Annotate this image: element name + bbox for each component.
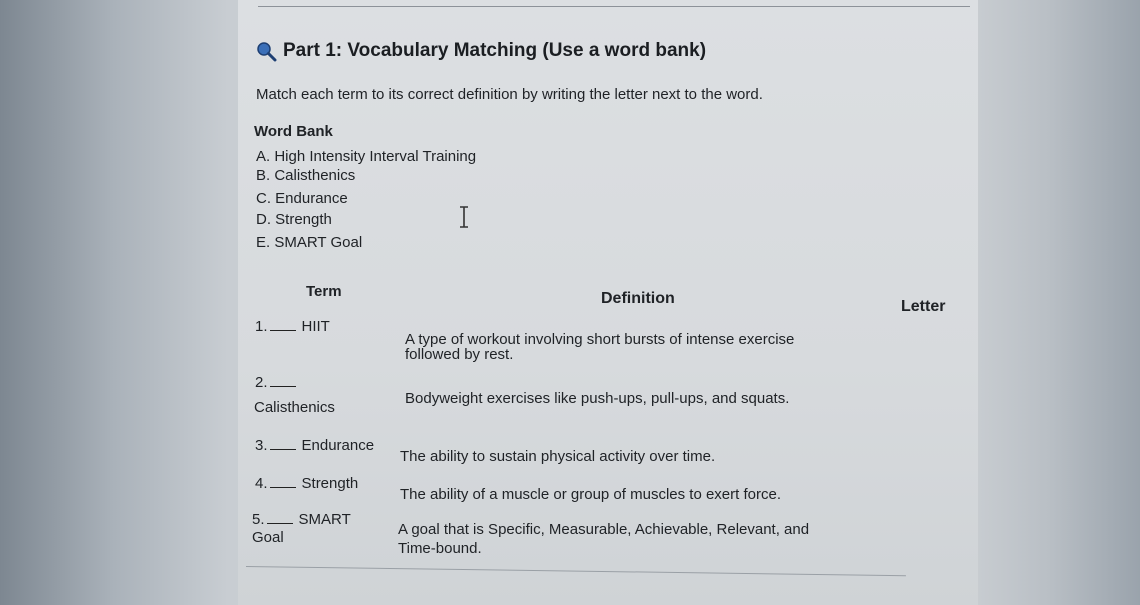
row-number: 2. [255, 374, 268, 391]
answer-blank[interactable] [270, 439, 296, 450]
column-header-definition: Definition [601, 290, 675, 307]
row-3-term [255, 437, 374, 454]
instructions: Match each term to its correct definition by writing the letter next to the word. [256, 86, 763, 103]
magnifier-icon [255, 40, 277, 62]
row-4-definition: The ability of a muscle or group of muscles to exert force. [400, 486, 781, 503]
text-cursor-icon [458, 205, 470, 229]
answer-blank[interactable] [270, 477, 296, 488]
term-text: Strength [301, 475, 359, 492]
row-5-definition-line-1: A goal that is Specific, Measurable, Achievable, Relevant, and [398, 521, 810, 538]
answer-blank[interactable] [267, 513, 293, 524]
row-3-definition: The ability to sustain physical activity over time. [400, 448, 716, 465]
word-bank-item: E. SMART Goal [256, 234, 363, 251]
row-1-term [255, 318, 330, 335]
word-bank-item: B. Calisthenics [256, 167, 356, 184]
section-heading [255, 40, 706, 62]
row-number: 1. [255, 318, 268, 335]
word-bank-item: D. Strength [256, 211, 332, 228]
word-bank-item: C. Endurance [256, 190, 348, 207]
row-number: 5. [252, 511, 265, 528]
row-2-definition: Bodyweight exercises like push-ups, pull-ups, and squats. [405, 390, 790, 407]
row-2-term [255, 374, 302, 391]
row-2-term-line-2: Calisthenics [254, 399, 335, 416]
word-bank-item: A. High Intensity Interval Training [256, 148, 477, 165]
row-4-term [255, 475, 358, 492]
answer-blank[interactable] [270, 376, 296, 387]
word-bank-title: Word Bank [254, 123, 333, 140]
row-5-term [252, 511, 351, 528]
row-number: 4. [255, 475, 268, 492]
term-text: SMART [298, 511, 351, 528]
answer-blank[interactable] [270, 320, 296, 331]
term-text: HIIT [301, 318, 330, 335]
heading-text: Part 1: Vocabulary Matching (Use a word bank) [283, 40, 707, 61]
row-1-definition-line-1: A type of workout involving short bursts of intense exercise [405, 331, 795, 348]
row-number: 3. [255, 437, 268, 454]
column-header-term: Term [306, 283, 342, 300]
row-1-definition-line-2: followed by rest. [405, 346, 514, 363]
row-5-term-line-2: Goal [252, 529, 284, 546]
row-5-definition-line-2: Time-bound. [398, 540, 482, 557]
term-text: Endurance [301, 437, 375, 454]
top-divider [258, 6, 970, 7]
column-header-letter: Letter [901, 298, 946, 315]
